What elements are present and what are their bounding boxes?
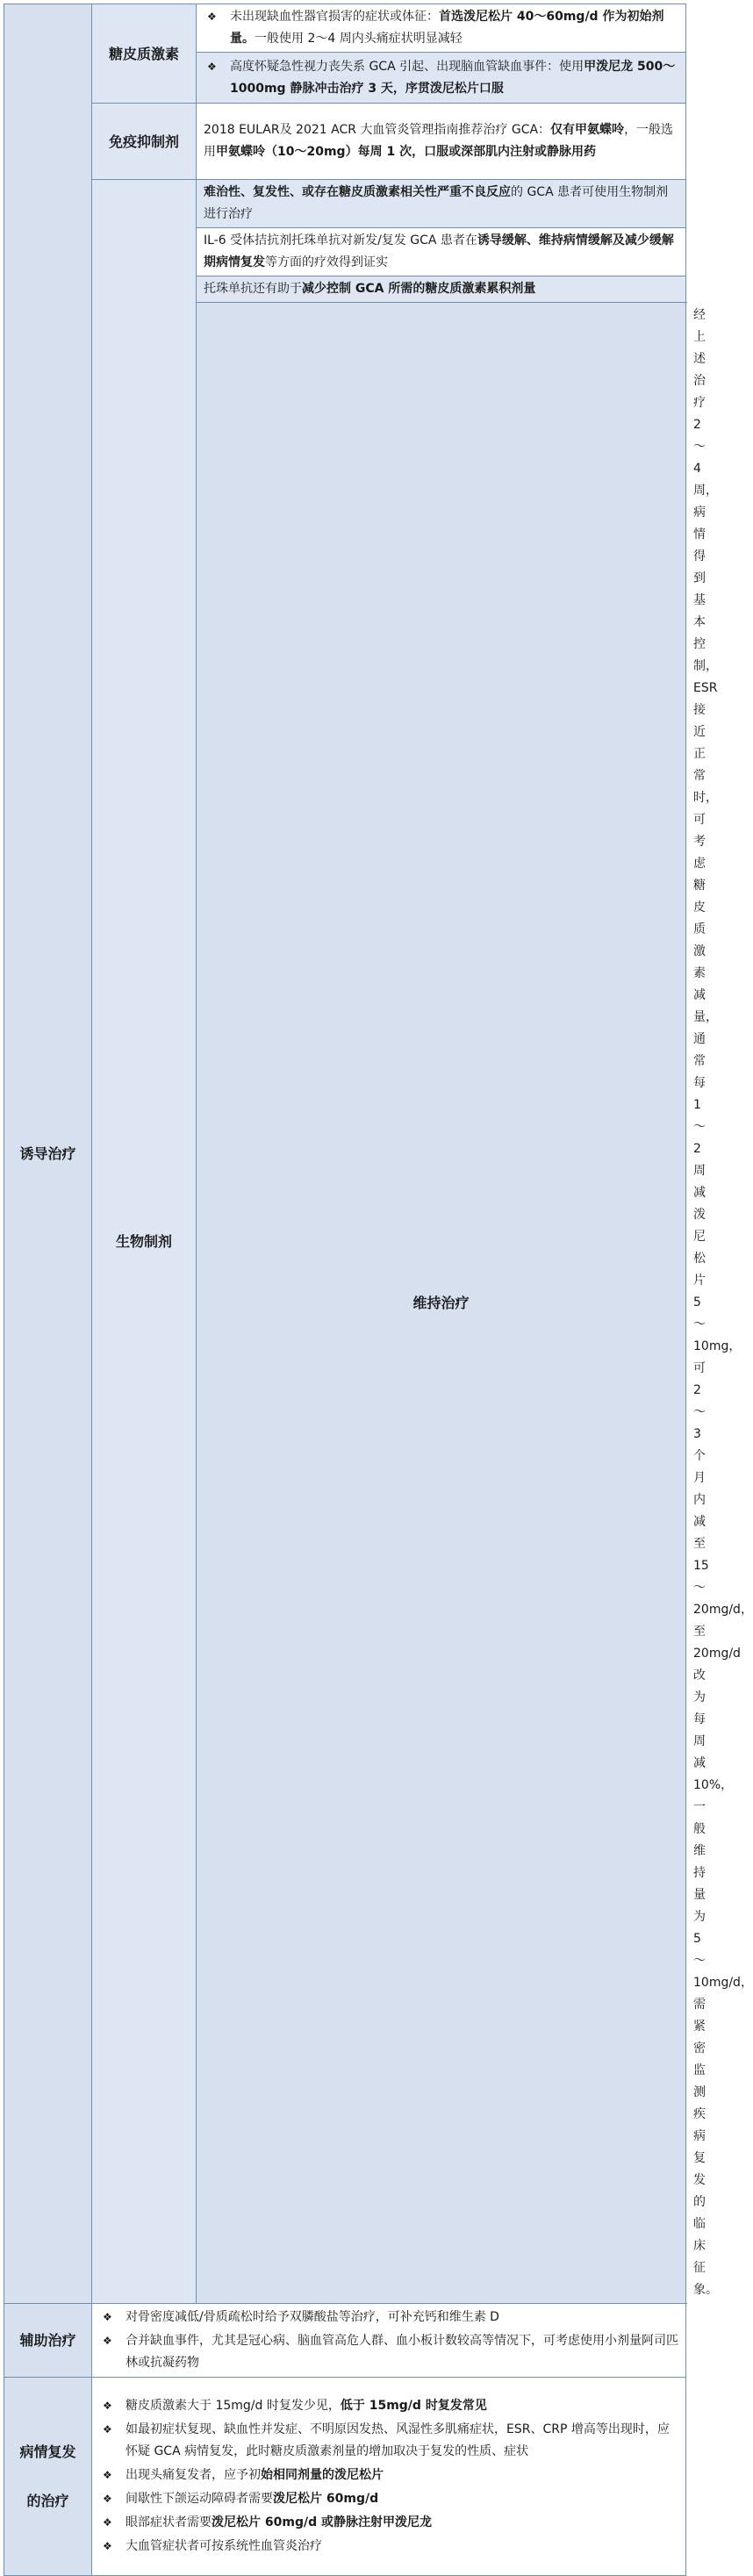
body-text: 托珠单抗还有助于 (204, 282, 302, 296)
list-item (92, 2487, 685, 2511)
subcategory-biologic: 生物制剂 (92, 180, 197, 2304)
body-text: 眼部症状者需要 (126, 2515, 212, 2529)
body-text: 一般使用 2～4 周内头痛症状明显减轻 (255, 32, 463, 46)
body-text: ，一般选用 (204, 123, 674, 159)
category-induction: 诱导治疗 (4, 4, 92, 2304)
category-adjuvant: 辅助治疗 (4, 2304, 92, 2378)
category-maintenance: 维持治疗 (197, 303, 686, 2304)
relapse-label-line-1: 病情复发 (19, 2443, 76, 2460)
body-text: 大血管症状者可按系统性血管炎治疗 (126, 2539, 322, 2553)
table-row (4, 180, 686, 228)
emphasis-text: 减少控制 GCA 所需的糖皮质激素累积剂量 (302, 282, 536, 296)
emphasis-text: 甲泼尼龙 500～1000mg 静脉冲击治疗 3 天，序贯泼尼松片口服 (230, 59, 676, 96)
table-row (4, 2304, 686, 2378)
list-item (92, 2418, 685, 2464)
glucocorticoid-item-1 (197, 4, 686, 53)
body-text: 对骨密度减低/骨质疏松时给予双膦酸盐等治疗，可补充钙和维生素 D (126, 2310, 499, 2324)
body-text: 高度怀疑急性视力丧失系 GCA 引起、出现脑血管缺血事件：使用 (230, 59, 584, 74)
bullet-icon: ❖ (207, 11, 217, 23)
bullet-icon: ❖ (103, 2423, 112, 2436)
body-text: 糖皮质激素大于 15mg/d 时复发少见， (126, 2399, 341, 2413)
body-text: 经上述治疗 2～4 周，病情得到基本控制，ESR 接近正常时，可考虑糖皮质激素减量，通常每 1～2 周减泼尼松片 5～10mg，可 2～3 个月内减至 15～20mg/d，至 20mg/d 改为每周减 10%，一般维持量为 5～10mg/d，需紧密监测疾病复发的临床征象。 (693, 308, 753, 2297)
body-text: 等方面的疗效得到证实 (265, 255, 388, 269)
list-item (92, 2511, 685, 2535)
emphasis-text: 仅有甲氨蝶呤 (550, 123, 625, 137)
body-text: 2018 EULAR及 2021 ACR 大血管炎管理指南推荐治疗 GCA： (204, 123, 551, 137)
list-item (92, 2329, 685, 2375)
body-text: IL-6 受体拮抗剂托珠单抗对新发/复发 GCA 患者在 (204, 233, 477, 248)
biologic-item-3 (197, 276, 686, 303)
bullet-icon: ❖ (103, 2400, 112, 2412)
emphasis-text: 诱导缓解、维持病情缓解及减少缓解期病情复发 (204, 233, 674, 269)
biologic-item-2 (197, 228, 686, 276)
bullet-icon: ❖ (103, 2540, 112, 2552)
bullet-icon: ❖ (103, 2516, 112, 2529)
table-row (4, 2378, 686, 2576)
emphasis-text: 始相同剂量的泼尼松片 (261, 2468, 384, 2482)
body-text: 如最初症状复现、缺血性并发症、不明原因发热、风湿性多肌痛症状，ESR、CRP 增高等出现时，应怀疑 GCA 病情复发，此时糖皮质激素剂量的增加取决于复发的性质、症状 (126, 2422, 670, 2458)
body-text: 间歇性下颌运动障碍者需要 (126, 2492, 273, 2506)
emphasis-text: 难治性、复发性、或存在糖皮质激素相关性严重不良反应 (204, 185, 511, 199)
body-text: 未出现缺血性器官损害的症状或体征： (230, 10, 439, 24)
list-item (92, 2394, 685, 2418)
bullet-icon: ❖ (103, 2311, 112, 2323)
immunosuppressant-text (197, 104, 686, 180)
table-row (4, 104, 686, 180)
body-text: 出现头痛复发者，应予初 (126, 2468, 261, 2482)
body-text: 的 GCA 患者可使用生物制剂进行治疗 (204, 185, 669, 221)
list-item (92, 2535, 685, 2558)
emphasis-text: 泼尼松片 60mg/d (273, 2492, 379, 2506)
glucocorticoid-item-2 (197, 53, 686, 104)
relapse-label-line-2: 的治疗 (26, 2492, 69, 2509)
bullet-icon: ❖ (103, 2335, 112, 2347)
relapse-list (92, 2378, 686, 2576)
subcategory-immunosuppressant: 免疫抑制剂 (92, 104, 197, 180)
biologic-item-1 (197, 180, 686, 228)
list-item (92, 2306, 685, 2329)
bullet-icon: ❖ (207, 60, 217, 73)
table-row (4, 4, 686, 53)
emphasis-text: 泼尼松片 60mg/d 或静脉注射甲泼尼龙 (212, 2515, 432, 2529)
emphasis-text: 首选泼尼松片 40～60mg/d 作为初始剂量。 (230, 10, 664, 46)
bullet-icon: ❖ (103, 2493, 112, 2505)
category-relapse (4, 2378, 92, 2576)
adjuvant-list (92, 2304, 686, 2378)
subcategory-glucocorticoid: 糖皮质激素 (92, 4, 197, 104)
emphasis-text: 低于 15mg/d 时复发常见 (340, 2399, 487, 2413)
list-item (92, 2464, 685, 2487)
bullet-icon: ❖ (103, 2469, 112, 2481)
body-text: 合并缺血事件，尤其是冠心病、脑血管高危人群、血小板计数较高等情况下，可考虑使用小剂量阿司匹林或抗凝药物 (126, 2334, 678, 2370)
gca-treatment-table (4, 4, 753, 2576)
emphasis-text: 甲氨蝶呤（10～20mg）每周 1 次，口服或深部肌内注射或静脉用药 (216, 145, 597, 159)
